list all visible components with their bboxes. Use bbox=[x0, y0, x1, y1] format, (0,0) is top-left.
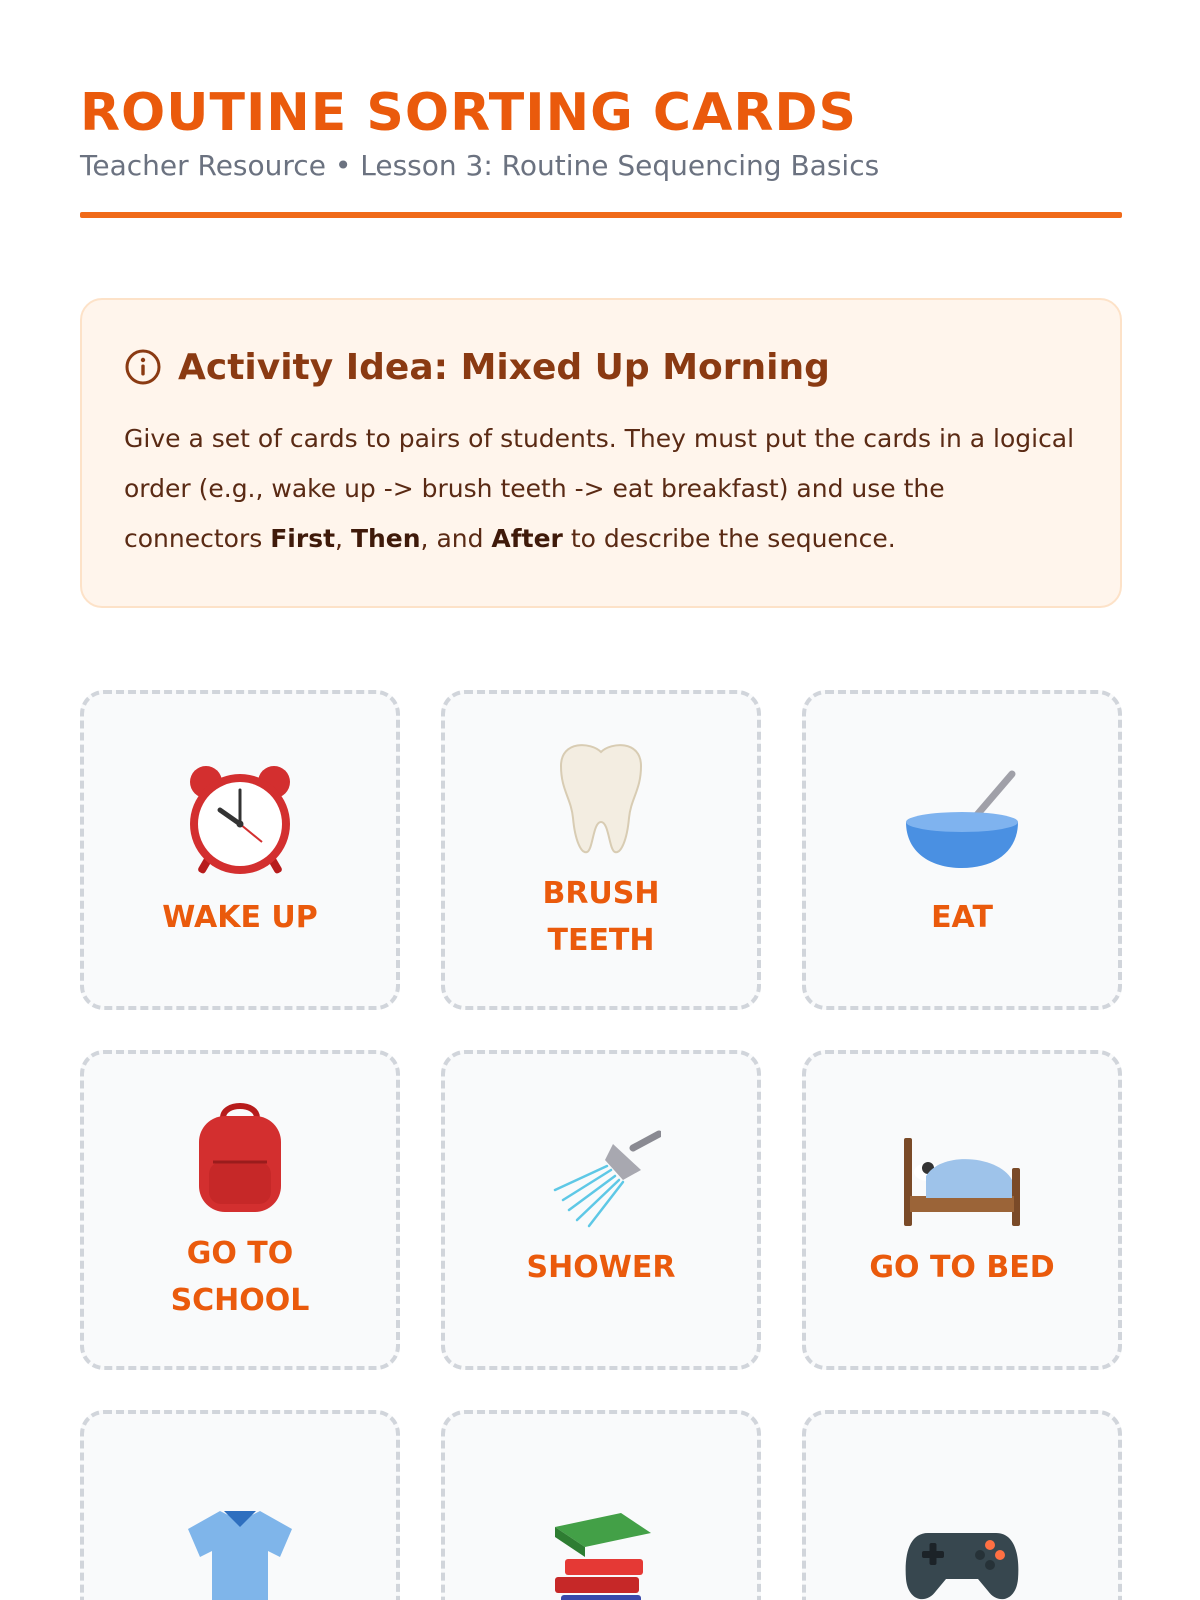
callout-separator: , and bbox=[420, 524, 492, 553]
routine-card[interactable] bbox=[80, 1410, 400, 1600]
game-controller-icon bbox=[902, 1513, 1022, 1600]
routine-card[interactable] bbox=[441, 1050, 761, 1370]
callout-body bbox=[124, 414, 1078, 564]
connector-then: Then bbox=[350, 524, 421, 553]
bed-icon bbox=[902, 1130, 1022, 1230]
page-subtitle: Teacher Resource • Lesson 3: Routine Sequencing Basics bbox=[80, 149, 880, 182]
callout-text-end: to describe the sequence. bbox=[562, 524, 896, 553]
card-label: GO TO SCHOOL bbox=[170, 1236, 310, 1318]
shirt-icon bbox=[180, 1503, 300, 1600]
header-divider bbox=[80, 212, 1122, 218]
alarm-clock-icon bbox=[180, 760, 300, 880]
routine-card[interactable] bbox=[80, 1050, 400, 1370]
routine-card[interactable] bbox=[441, 1410, 761, 1600]
info-icon bbox=[124, 348, 162, 386]
card-grid bbox=[80, 690, 1122, 1600]
card-label: EAT bbox=[931, 899, 993, 935]
card-label: SHOWER bbox=[526, 1249, 676, 1285]
card-label: GO TO BED bbox=[869, 1249, 1055, 1285]
card-label: BRUSH TEETH bbox=[542, 876, 660, 958]
callout-text: Give a set of cards to pairs of students. They must put the cards in a logical order (e.g., wake up -> brush teeth -> eat breakfast) and use the connectors bbox=[124, 424, 1075, 553]
page-title: ROUTINE SORTING CARDS bbox=[80, 83, 857, 143]
routine-card[interactable] bbox=[802, 690, 1122, 1010]
tooth-icon bbox=[541, 736, 661, 856]
card-label: WAKE UP bbox=[162, 899, 318, 935]
shower-icon bbox=[541, 1130, 661, 1230]
callout-separator: , bbox=[335, 524, 351, 553]
backpack-icon bbox=[185, 1096, 295, 1216]
routine-card[interactable] bbox=[802, 1410, 1122, 1600]
books-icon bbox=[541, 1503, 661, 1600]
callout-title: Activity Idea: Mixed Up Morning bbox=[178, 346, 830, 388]
connector-after: After bbox=[491, 524, 563, 553]
callout-header bbox=[124, 342, 1078, 392]
activity-callout bbox=[80, 298, 1122, 608]
bowl-icon bbox=[902, 760, 1022, 880]
routine-card[interactable] bbox=[441, 690, 761, 1010]
routine-card[interactable] bbox=[802, 1050, 1122, 1370]
routine-card[interactable] bbox=[80, 690, 400, 1010]
connector-first: First bbox=[270, 524, 336, 553]
